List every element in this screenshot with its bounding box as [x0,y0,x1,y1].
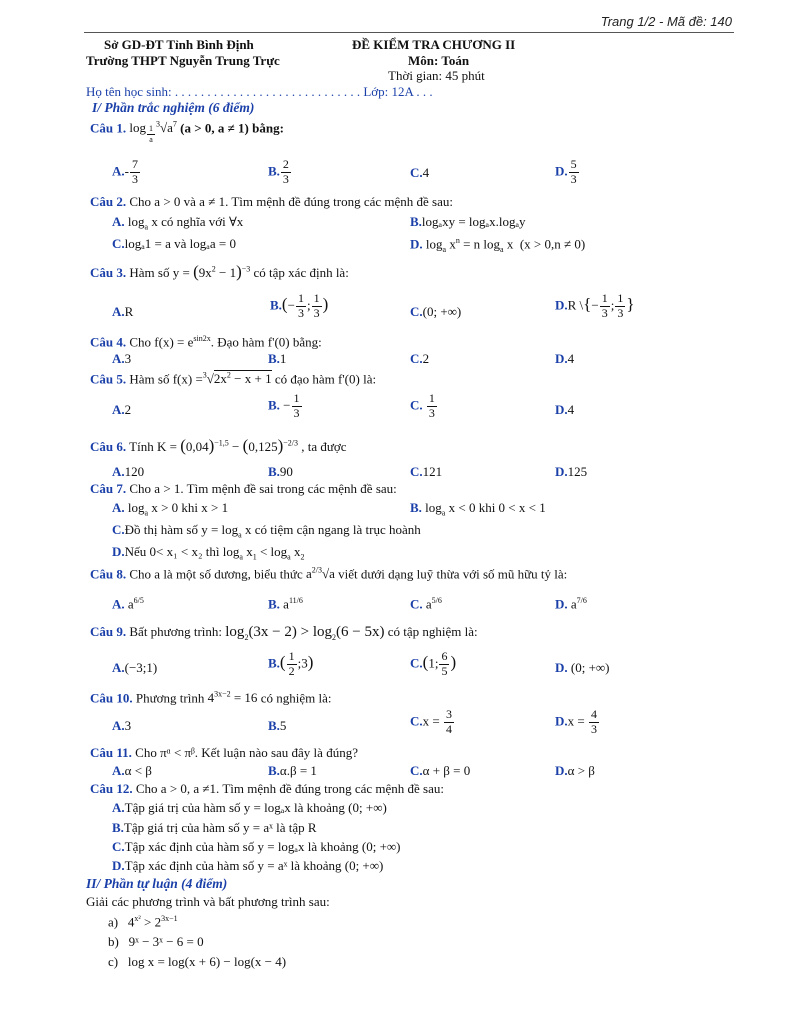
q3-c-text: (0; +∞) [422,304,462,319]
question-label: Câu 8. [90,566,127,582]
question-12 [90,781,444,797]
school-name: Trường THPT Nguyễn Trung Trực [86,53,280,68]
question-6: Câu 6. Tính $K = (0,04)^{-1,5} - (0,125)^{-2/3}$ , ta được [90,436,347,455]
option-c-label: C. [410,351,423,366]
option-d-label: D. [112,544,125,559]
q7-option-b: B. $\log_a x < 0$ khi 0 < x < 1 [410,500,546,518]
question-text: Tính [129,439,154,454]
essay-a: a) $4^{x^2} > 2^{3x-1}$ [108,914,178,930]
q11-option-b [268,763,317,779]
q9-d-text: (0; +∞) [570,660,610,675]
option-c-label: C. [410,596,423,612]
question-label: Câu 5. [90,371,127,387]
q7-d-prefix: Nếu 0< x₁ < x₂ thì [124,544,220,559]
question-2 [90,194,453,210]
q12-option-d [112,858,383,874]
q1-b-denominator: 3 [282,171,289,186]
option-b-label: B. [268,763,280,778]
q5-d-text: 4 [567,402,575,417]
q5-a-text: 2 [124,402,132,417]
q6-option-a [112,464,144,480]
q12-option-c [112,839,401,855]
option-a-label: A. [112,163,125,179]
question-label: Câu 2. [90,194,127,209]
option-a-label: A. [112,763,125,778]
q7-c-tail: có tiệm cận ngang là trục hoành [254,522,421,537]
question-5: Câu 5. Hàm số $f(x) =^3√2x^2 - x + 1$ có đạo hàm f'(0) là: [90,371,377,387]
question-tail: có tập nghiệm là: [387,624,478,639]
q10-b-text: 5 [279,718,287,733]
option-c-label: C. [112,522,125,537]
option-c-label: C. [410,304,423,319]
question-1 [90,120,284,144]
q4-a-text: 3 [124,351,132,366]
q6-option-d [555,464,587,480]
option-d-label: D. [555,763,568,778]
question-8: Câu 8. Cho a là một số dương, biểu thức $a^{2/3}√a$ viết dưới dạng luỹ thừa với số mũ hữu tỷ là: [90,566,568,582]
q6-b-text: 90 [279,464,293,479]
question-tail: . Đạo hàm f'(0) bằng: [210,334,322,350]
question-3 [90,262,349,282]
q6-c-text: 121 [422,464,443,479]
question-10: Câu 10. Phương trình $4^{3x-2} = 16$ có nghiệm là: [90,690,332,706]
essay-a-label: a) [108,914,119,930]
option-a-label: A. [112,464,125,479]
exam-subject: Môn: Toán [408,53,470,68]
option-b-label: B. [112,820,124,835]
option-a-label: A. [112,800,125,815]
q7-option-c: C.Đồ thị hàm số $y = \log_a x$ có tiệm cận ngang là trục hoành [112,522,421,540]
q4-d-text: 4 [567,351,575,366]
option-a-label: A. [112,500,125,515]
q1-option-b [268,158,292,187]
q3-expression: $y = (9x^2 - 1)^{-3}$ [172,262,251,281]
q2-option-c [112,236,236,252]
q4-option-d [555,351,574,367]
question-text: Cho a > 0 và a ≠ 1. Tìm mệnh đề đúng trong các mệnh đề sau: [129,194,453,209]
question-tail: , ta được [301,439,347,454]
essay-b [108,934,204,950]
q4-option-b [268,351,286,367]
q4-b-text: 1 [279,351,287,366]
q12-b-text: Tập giá trị của hàm số y = aˣ là tập R [123,820,317,835]
q1-d-denominator: 3 [570,171,577,186]
option-b-label: B. [410,500,422,515]
option-d-label: D. [555,163,568,179]
q5-option-d [555,402,574,418]
q7-a-tail: > 0 khi x > 1 [161,500,229,515]
question-label: Câu 12. [90,781,133,796]
option-c-label: C. [410,655,423,671]
q10-option-d: D.x = $\frac{4}{3}$ [555,707,597,736]
q7-option-d: D.Nếu 0< x₁ < x₂ thì $\log_a x_1 < \log_a x_2$ [112,544,305,562]
q1-option-d [555,158,580,187]
q8-option-d: D. $a^{7/6}$ [555,596,587,612]
option-d-label: D. [555,297,568,313]
option-b-label: B. [270,297,282,313]
option-a-label: A. [112,351,125,366]
q10-option-a [112,718,131,734]
student-line: Họ tên học sinh: . . . . . . . . . . . . . . . . . . . . . . . . . . . . . Lớp: 12A . . . [86,84,433,99]
page-header: Trang 1/2 - Mã đề: 140 [600,14,732,29]
option-d-label: D. [555,713,568,729]
q9-option-c: C.(1; $\frac{6}{5}$ ) [410,649,457,678]
q6-a-text: 120 [124,464,145,479]
q2-option-d: D. $\log_a x^n = n$ $\log_a x$ (x > 0,n ≠ 0) [410,236,586,254]
q11-option-a [112,763,152,779]
option-d-label: D. [410,236,423,252]
option-a-label: A. [112,402,125,417]
q3-option-c [410,304,461,320]
q10-option-b [268,718,286,734]
question-text: Hàm số f(x) = [129,371,203,387]
q5-option-b: B. − $\frac{1}{3}$ [268,391,300,420]
option-c-label: C. [410,165,423,180]
option-d-label: D. [555,596,568,612]
option-c-label: C. [112,236,125,251]
question-tail: có nghiệm là: [260,690,332,706]
q4-option-c [410,351,429,367]
q1-d-numerator: 5 [570,157,577,171]
essay-c-label: c) [108,954,119,969]
option-a-label: A. [112,660,125,675]
q12-a-text: Tập giá trị của hàm số y = logₐx là khoảng (0; +∞) [124,800,387,815]
question-text: Bất phương trình: [129,624,223,639]
q9-option-b: B.( $\frac{1}{2}$ ;3) [268,649,314,678]
option-d-label: D. [555,464,568,479]
q3-option-a [112,304,133,320]
q12-d-text: Tập xác định của hàm số y = aˣ là khoảng (0; +∞) [124,858,384,873]
q11-b-text: α.β = 1 [279,763,317,778]
question-text: Cho f(x) = [129,334,185,350]
q1-a-denominator: 3 [131,171,138,186]
q1-condition: (a > 0, a ≠ 1) bằng: [180,120,284,136]
q2-b-text: logₐxy = logₐx.logₐy [421,214,526,229]
question-tail: có tập xác định là: [253,265,349,280]
q5-option-c: C. $\frac{1}{3}$ [410,391,435,420]
q12-c-text: Tập xác định của hàm số y = logₐx là khoảng (0; +∞) [124,839,401,854]
q7-b-tail: < 0 khi 0 < x < 1 [458,500,546,515]
option-b-label: B. [268,351,280,366]
question-label: Câu 7. [90,481,127,496]
q9-option-d [555,660,610,676]
q12-option-b [112,820,317,836]
q11-option-c [410,763,470,779]
option-a-label: A. [112,596,125,612]
q2-option-a: A. $\log_a x$ có nghĩa với ∀x [112,214,244,232]
q8-option-c: C. $a^{5/6}$ [410,596,442,612]
q9-option-a [112,660,157,676]
option-a-label: A. [112,718,125,733]
q6-d-text: 125 [567,464,588,479]
q9-a-text: (−3;1) [124,660,158,675]
q11-c-text: α + β = 0 [422,763,471,778]
option-b-label: B. [268,163,280,179]
option-c-label: C. [410,763,423,778]
q2-c-text: logₐ1 = a và logₐa = 0 [124,236,236,251]
exam-time: Thời gian: 45 phút [388,68,485,83]
question-4: Câu 4. Cho $f(x) = e^{sin2x}$. Đạo hàm f'(0) bằng: [90,334,322,350]
q5-option-a [112,402,131,418]
section-2-title: II/ Phần tự luận (4 điểm) [86,876,228,891]
option-a-label: A. [112,214,125,229]
q3-a-text: R [124,304,134,319]
essay-b-label: b) [108,934,119,949]
option-d-label: D. [555,402,568,417]
option-b-label: B. [268,718,280,733]
q8-option-b: B. $a^{11/6}$ [268,596,303,612]
q8-option-a: A. $a^{6/5}$ [112,596,144,612]
q3-option-b: B.(− $\frac{1}{3}$ ; $\frac{1}{3}$ ) [270,291,329,320]
q6-option-b [268,464,293,480]
option-c-label: C. [410,464,423,479]
option-b-label: B. [268,397,280,413]
q1-c-value: 4 [422,165,430,180]
essay-b-expr: 9ˣ − 3ˣ − 6 = 0 [128,934,204,949]
q6-option-c [410,464,442,480]
question-9: Câu 9. Bất phương trình: $\log_2(3x - 2) > \log_2(6 - 5x)$ có tập nghiệm là: [90,624,478,642]
question-label: Câu 6. [90,439,127,454]
essay-c-expr: log x = log(x + 6) − log(x − 4) [127,954,287,969]
q4-option-a [112,351,131,367]
option-c-label: C. [410,713,423,729]
question-text: Cho πᵅ < πᵝ. Kết luận nào sau đây là đúng? [135,745,358,760]
section-1-title: I/ Phần trắc nghiệm (6 điểm) [92,100,255,115]
option-b-label: B. [410,214,422,229]
option-b-label: B. [268,464,280,479]
question-11 [90,745,358,761]
q12-option-a [112,800,387,816]
question-tail: viết dưới dạng luỹ thừa với số mũ hữu tỷ là: [338,566,568,582]
q2-option-b [410,214,526,230]
dept-name: Sở GD-ĐT Tỉnh Bình Định [104,37,254,52]
option-a-label: A. [112,304,125,319]
question-7 [90,481,397,497]
q10-option-c: C.x = $\frac{3}{4}$ [410,707,452,736]
question-label: Câu 4. [90,334,127,350]
question-label: Câu 10. [90,690,133,706]
q3-d-prefix: R \ [567,297,584,313]
question-label: Câu 3. [90,265,127,280]
question-text: Phương trình [135,690,205,706]
option-c-label: C. [410,397,423,413]
q11-d-text: α > β [567,763,595,778]
essay-c [108,954,286,970]
q10-a-text: 3 [124,718,132,733]
header-rule [84,32,734,33]
option-d-label: D. [555,351,568,366]
question-tail: có đạo hàm f'(0) là: [274,371,377,387]
option-c-label: C. [112,839,125,854]
q3-option-d: D.R \{− $\frac{1}{3}$ ; $\frac{1}{3}$ } [555,291,635,320]
exam-title: ĐỀ KIỂM TRA CHƯƠNG II [352,37,516,52]
option-d-label: D. [112,858,125,873]
q1-b-numerator: 2 [282,157,289,171]
q1-option-c [410,165,429,181]
q11-option-d [555,763,595,779]
option-d-label: D. [555,660,568,675]
essay-intro: Giải các phương trình và bất phương trình sau: [86,894,330,909]
q7-c-prefix: Đồ thị hàm số y = [124,522,219,537]
q1-expression: log $_{\frac{1}{a}}$ $^3√a^7$ [129,120,177,144]
q2-a-text: có nghĩa với ∀x [161,214,244,229]
question-text: Hàm số [129,265,170,280]
question-text: Cho a là một số dương, biểu thức [129,566,303,582]
q4-c-text: 2 [422,351,430,366]
question-label: Câu 1. [90,120,127,136]
q11-a-text: α < β [124,763,152,778]
option-b-label: B. [268,655,280,671]
q1-a-numerator: 7 [131,157,138,171]
question-text: Cho a > 1. Tìm mệnh đề sai trong các mệnh đề sau: [129,481,397,496]
question-label: Câu 9. [90,624,127,639]
q7-option-a: A. $\log_a x > 0$ khi x > 1 [112,500,229,518]
question-label: Câu 11. [90,745,132,760]
question-text: Cho a > 0, a ≠1. Tìm mệnh đề đúng trong các mệnh đề sau: [135,781,444,796]
option-b-label: B. [268,596,280,612]
q1-option-a: A.- $\frac{7}{3}$ [112,157,138,186]
